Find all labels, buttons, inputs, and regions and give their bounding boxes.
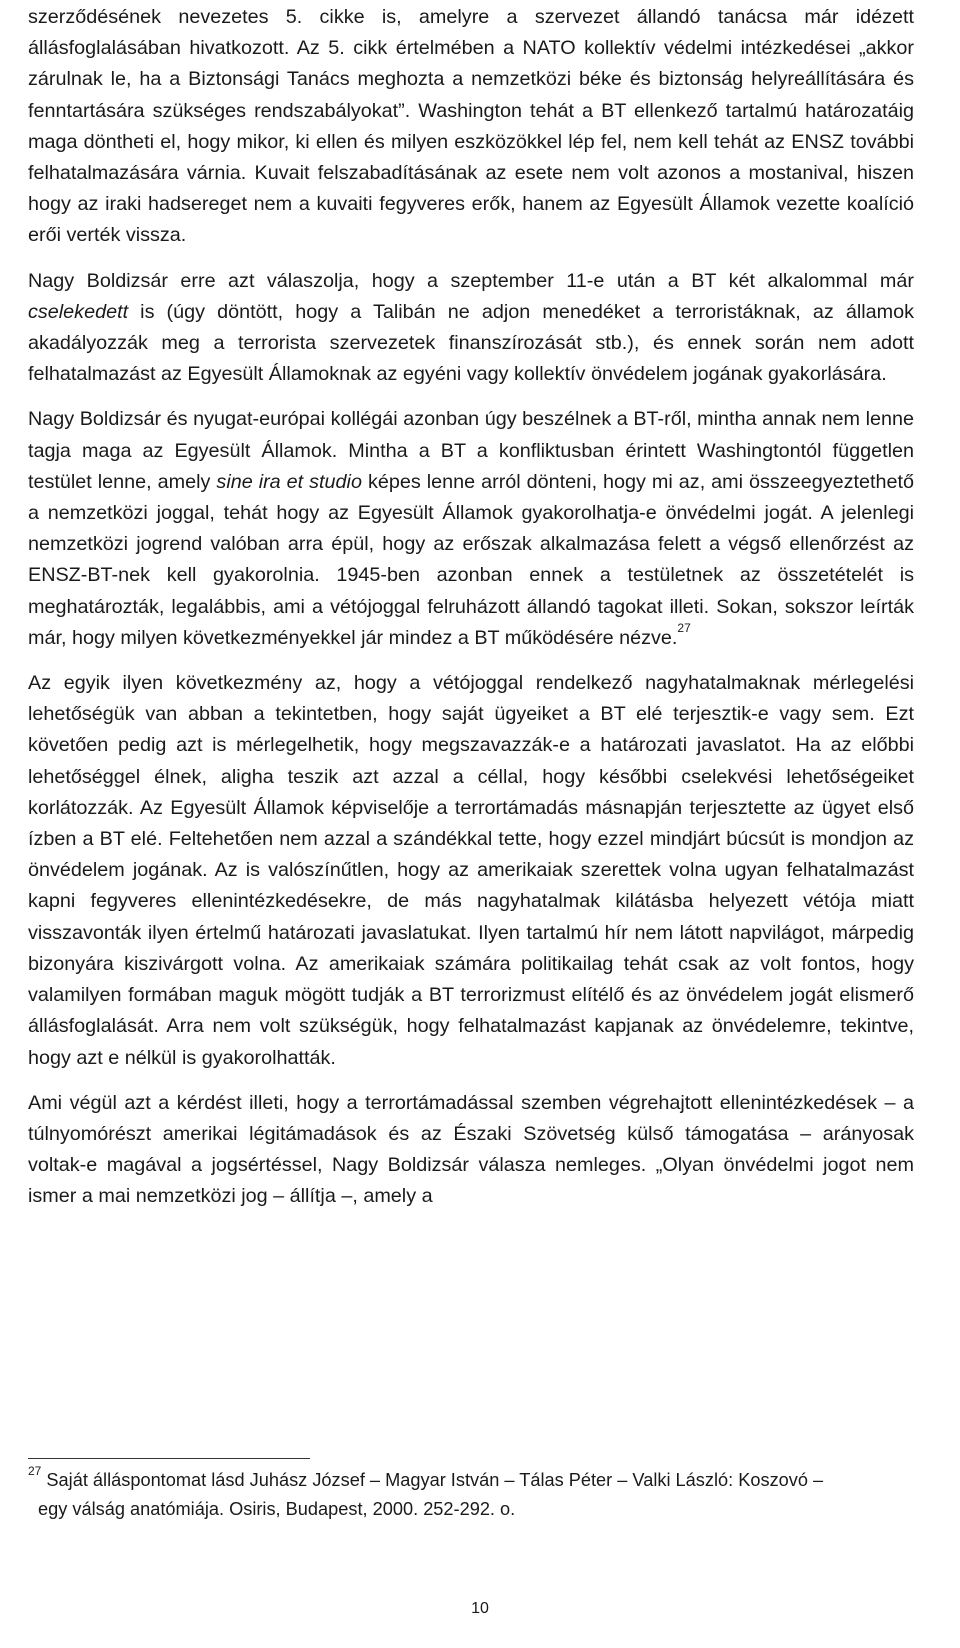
body-text bbox=[28, 2, 914, 1213]
italic-text: sine ira et studio bbox=[216, 470, 362, 493]
footnote bbox=[28, 1463, 914, 1524]
paragraph bbox=[28, 668, 914, 1074]
page-number: 10 bbox=[471, 1600, 489, 1617]
paragraph bbox=[28, 266, 914, 391]
footnote-text-line1: Saját álláspontomat lásd Juhász József – Magyar István – Tálas Péter – Valki László: Koszovó – bbox=[46, 1470, 824, 1490]
footnote-reference: 27 bbox=[677, 621, 691, 636]
text-run: is (úgy döntött, hogy a Talibán ne adjon menedéket a terroristáknak, az államok akadályozzák meg a terrorista szervezetek finanszírozását stb.), és ennek során nem adott felhatalmazást az Egyesült Államoknak az egyéni vagy kollektív önvédelem jogának gyakorlására. bbox=[28, 300, 914, 386]
paragraph bbox=[28, 1088, 914, 1213]
footnote-text-line2: egy válság anatómiája. Osiris, Budapest, 2000. 252-292. o. bbox=[38, 1499, 516, 1519]
text-run: Nagy Boldizsár erre azt válaszolja, hogy a szeptember 11-e után a BT két alkalommal már bbox=[28, 269, 914, 292]
paragraph bbox=[28, 404, 914, 654]
text-run: képes lenne arról dönteni, hogy mi az, ami összeegyeztethető a nemzetközi joggal, tehát hogy az Egyesült Államok gyakorolhatja-e önvédelmi jogát. A jelenlegi nemzetközi jogrend valóban arra épül, hogy az erőszak alkalmazása felett a végső ellenőrzést az ENSZ-BT-nek kell gyakorolnia. 1945-ben azonban ennek a testületnek az összetételét is meghatározták, legalábbis, ami a vétójoggal felruházott állandó tagokat illeti. Sokan, sokszor leírták már, hogy milyen következményekkel jár mindez a BT működésére nézve. bbox=[28, 470, 914, 649]
paragraph bbox=[28, 2, 914, 252]
text-run: szerződésének nevezetes 5. cikke is, amelyre a szervezet állandó tanácsa már idézett állásfoglalásában hivatkozott. Az 5. cikk értelmében a NATO kollektív védelmi intézkedései „akkor zárulnak le, ha a Biztonsági Tanács meghozta a nemzetközi béke és biztonság helyreállítására és fenntartására szükséges rendszabályokat”. Washington tehát a BT ellenkező tartalmú határozatáig maga döntheti el, hogy mikor, ki ellen és milyen eszközökkel lép fel, nem kell tehát az ENSZ további felhatalmazására várnia. Kuvait felszabadításának az esete nem volt azonos a mostanival, hiszen hogy az iraki hadsereget nem a kuvaiti fegyveres erők, hanem az Egyesült Államok vezette koalíció erői verték vissza. bbox=[28, 6, 914, 247]
footnote-number: 27 bbox=[28, 1463, 42, 1478]
text-run: Ami végül azt a kérdést illeti, hogy a terrortámadással szemben végrehajtott ellenintézkedések – a túlnyomórészt amerikai légitámadások és az Északi Szövetség külső támogatása – arányosak voltak-e magával a jogsértéssel, Nagy Boldizsár válasza nemleges. „Olyan önvédelmi jogot nem ismer a mai nemzetközi jog – állítja –, amely a bbox=[28, 1091, 914, 1208]
text-run: Az egyik ilyen következmény az, hogy a vétójoggal rendelkező nagyhatalmaknak mérlegelési lehetőségük van abban a tekintetben, hogy saját ügyeiket a BT elé terjesztik-e vagy sem. Ezt követően pedig azt is mérlegelhetik, hogy megszavazzák-e a határozati javaslatot. Ha az előbbi lehetőséggel élnek, aligha teszik azt azzal a céllal, hogy későbbi cselekvési lehetőségeiket korlátozzák. Az Egyesült Államok képviselője a terrortámadás másnapján terjesztette az ügyet első ízben a BT elé. Feltehetően nem azzal a szándékkal tette, hogy ezzel mindjárt búcsút is mondjon az önvédelem jogának. Az is valószínűtlen, hogy az amerikaiak szerettek volna ugyan felhatalmazást kapni fegyveres ellenintézkedésekre, de más nagyhatalmak kilátásba helyezett vétója miatt visszavonták ilyen értelmű határozati javaslatukat. Ilyen tartalmú hír nem látott napvilágot, márpedig bizonyára kiszivárgott volna. Az amerikaiak számára politikailag tehát csak az volt fontos, hogy valamilyen formában maguk mögött tudják a BT terrorizmust elítélő és az önvédelem jogát elismerő állásfoglalását. Arra nem volt szükségük, hogy felhatalmazást kapjanak az önvédelemre, tekintve, hogy azt e nélkül is gyakorolhatták. bbox=[28, 672, 914, 1069]
italic-text: cselekedett bbox=[28, 300, 129, 323]
text-run: Nagy Boldizsár és nyugat-európai kollégái azonban úgy beszélnek a BT-ről, mintha annak nem lenne tagja maga az Egyesült Államok. Mintha a BT a konfliktusban érintett Washingtontól független testület lenne, amely bbox=[28, 408, 914, 493]
footnote-separator bbox=[28, 1458, 310, 1459]
